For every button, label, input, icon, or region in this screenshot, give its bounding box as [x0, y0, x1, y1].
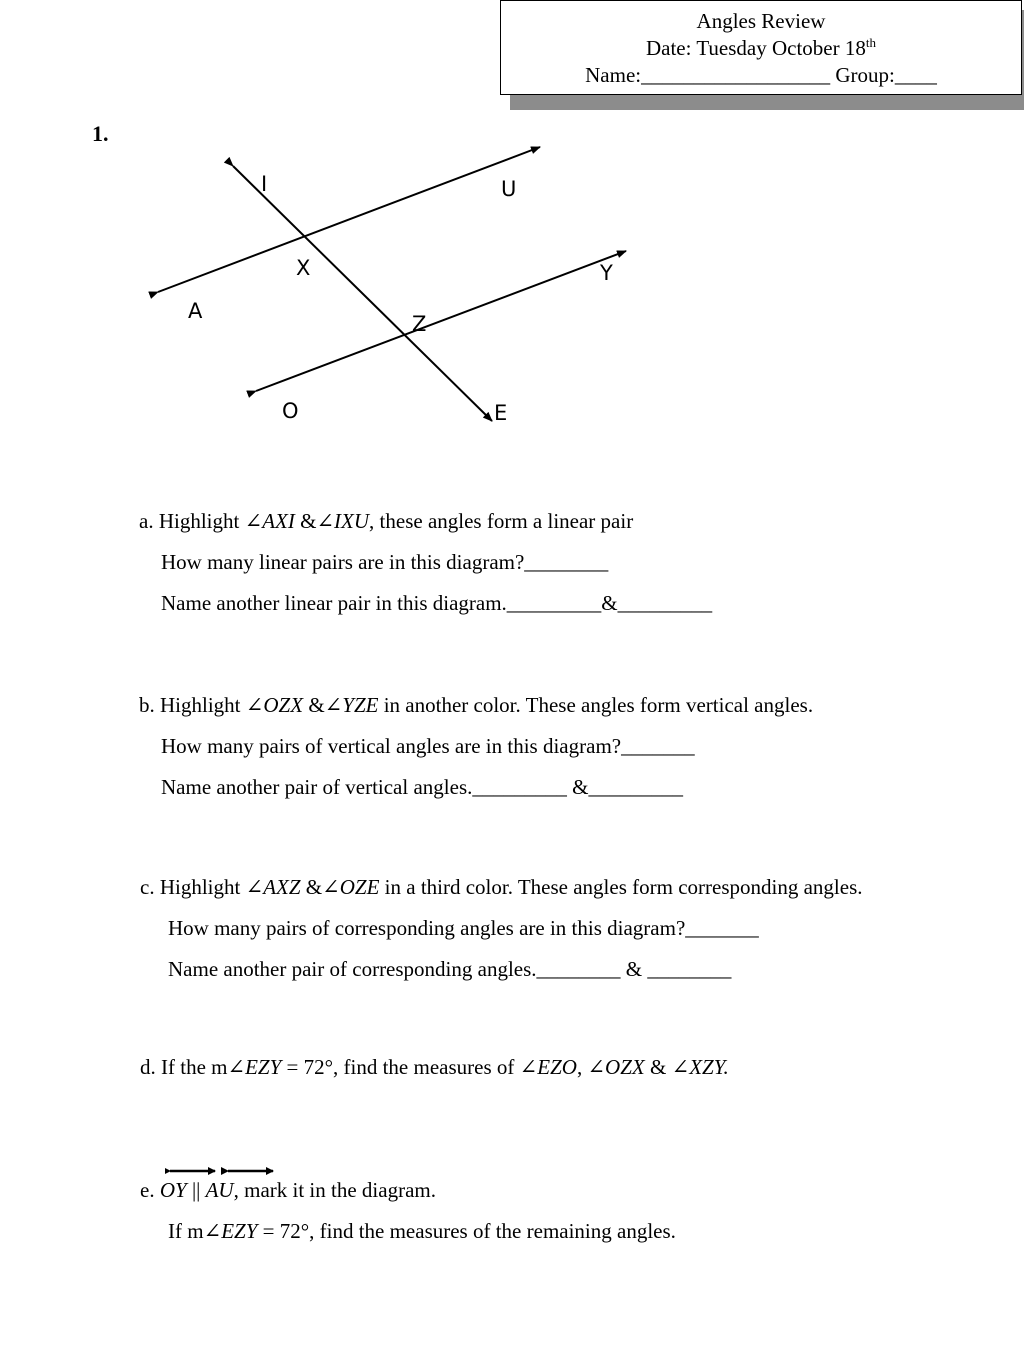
label-o: O: [282, 399, 299, 423]
angle-icon: ∠: [245, 693, 264, 717]
part-b-question-2: Name another pair of vertical angles._________ &_________: [161, 775, 683, 799]
label-z: Z: [412, 312, 427, 336]
angle-icon: ∠: [316, 509, 335, 533]
part-e-instruction: e. OY || AU, mark it in the diagram.: [140, 1178, 436, 1202]
angle-icon: ∠: [244, 509, 263, 533]
part-b-instruction: b. Highlight ∠OZX &∠YZE in another color. These angles form vertical angles.: [139, 693, 814, 717]
part-b-question-1: How many pairs of vertical angles are in this diagram?_______: [161, 734, 695, 758]
part-c-question-1: How many pairs of corresponding angles are in this diagram?_______: [168, 916, 759, 940]
line-au: [158, 147, 540, 292]
angle-icon: ∠: [587, 1055, 606, 1079]
angle-icon: ∠: [322, 875, 340, 899]
part-a-instruction: a. Highlight ∠AXI &∠IXU, these angles form a linear pair: [139, 509, 634, 533]
label-x: X: [296, 256, 311, 280]
label-i: I: [261, 172, 268, 196]
name-group-line: Name:__________________ Group:____: [585, 63, 937, 87]
part-d-instruction: d. If the m∠EZY = 72°, find the measures of ∠EZO, ∠OZX & ∠XZY.: [140, 1055, 729, 1079]
label-a: A: [188, 299, 203, 323]
label-e: E: [494, 401, 508, 425]
part-a-question-2: Name another linear pair in this diagram._________&_________: [161, 591, 713, 615]
label-y: Y: [600, 261, 613, 285]
label-u: U: [501, 177, 517, 201]
worksheet-date: Date: Tuesday October 18th: [645, 35, 876, 60]
part-c-question-2: Name another pair of corresponding angles.________ & ________: [168, 957, 732, 981]
question-number: 1.: [92, 121, 109, 146]
worksheet-title: Angles Review: [696, 9, 826, 33]
part-e-question: If m∠EZY = 72°, find the measures of the remaining angles.: [168, 1219, 676, 1243]
part-c-instruction: c. Highlight ∠AXZ &∠OZE in a third color. These angles form corresponding angles.: [140, 875, 863, 899]
part-a-question-1: How many linear pairs are in this diagram?________: [161, 550, 609, 574]
angle-icon: ∠: [245, 875, 264, 899]
transversal-ie: [233, 166, 492, 421]
angle-icon: ∠: [519, 1055, 538, 1079]
angles-diagram: [0, 0, 1024, 460]
angle-icon: ∠: [671, 1055, 690, 1079]
angle-icon: ∠: [203, 1219, 222, 1243]
angle-icon: ∠: [324, 693, 343, 717]
angle-icon: ∠: [227, 1055, 246, 1079]
